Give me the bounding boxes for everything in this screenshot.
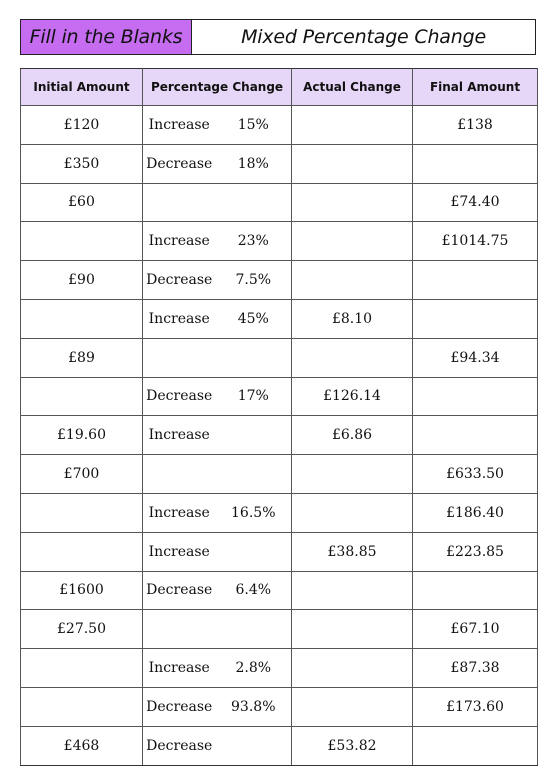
final-amount-cell: £67.10 (413, 610, 538, 649)
initial-amount-cell: £27.50 (21, 610, 143, 649)
percent-cell: 93.8% (216, 687, 292, 726)
worksheet-title: Mixed Percentage Change (241, 26, 486, 48)
actual-change-cell (292, 338, 413, 377)
actual-change-cell: £126.14 (292, 377, 413, 416)
table-row (21, 416, 538, 455)
table-row (21, 377, 538, 416)
actual-change-cell: £53.82 (292, 726, 413, 765)
percent-cell (216, 338, 292, 377)
worksheet-tag: Fill in the Blanks (21, 20, 192, 54)
table-row (21, 532, 538, 571)
header-percentage-change: Percentage Change (143, 69, 292, 106)
table-row (21, 299, 538, 338)
change-direction-cell: Decrease (143, 261, 216, 300)
percent-cell (216, 183, 292, 222)
percent-cell: 23% (216, 222, 292, 261)
table-row (21, 222, 538, 261)
change-direction-cell: Increase (143, 493, 216, 532)
final-amount-cell (413, 261, 538, 300)
initial-amount-cell: £700 (21, 455, 143, 494)
actual-change-cell (292, 261, 413, 300)
actual-change-cell: £6.86 (292, 416, 413, 455)
initial-amount-cell (21, 532, 143, 571)
initial-amount-cell: £89 (21, 338, 143, 377)
change-direction-cell: Decrease (143, 144, 216, 183)
percent-cell (216, 610, 292, 649)
header-final-amount: Final Amount (413, 69, 538, 106)
table-row (21, 610, 538, 649)
actual-change-cell (292, 493, 413, 532)
initial-amount-cell: £120 (21, 106, 143, 145)
percent-cell: 18% (216, 144, 292, 183)
final-amount-cell: £633.50 (413, 455, 538, 494)
table-row (21, 726, 538, 765)
initial-amount-cell: £1600 (21, 571, 143, 610)
percentage-change-table (20, 68, 538, 766)
table-row (21, 106, 538, 145)
actual-change-cell (292, 144, 413, 183)
final-amount-cell: £223.85 (413, 532, 538, 571)
actual-change-cell (292, 571, 413, 610)
percent-cell (216, 726, 292, 765)
percent-cell: 17% (216, 377, 292, 416)
final-amount-cell: £94.34 (413, 338, 538, 377)
final-amount-cell: £186.40 (413, 493, 538, 532)
initial-amount-cell (21, 649, 143, 688)
initial-amount-cell (21, 493, 143, 532)
table-row (21, 649, 538, 688)
change-direction-cell (143, 183, 216, 222)
actual-change-cell: £38.85 (292, 532, 413, 571)
initial-amount-cell: £60 (21, 183, 143, 222)
actual-change-cell: £8.10 (292, 299, 413, 338)
table-header-row (21, 69, 538, 106)
actual-change-cell (292, 106, 413, 145)
final-amount-cell: £74.40 (413, 183, 538, 222)
change-direction-cell: Increase (143, 532, 216, 571)
percent-cell: 45% (216, 299, 292, 338)
final-amount-cell (413, 571, 538, 610)
initial-amount-cell: £90 (21, 261, 143, 300)
percent-cell: 16.5% (216, 493, 292, 532)
table-row (21, 687, 538, 726)
table-row (21, 338, 538, 377)
change-direction-cell: Decrease (143, 377, 216, 416)
actual-change-cell (292, 687, 413, 726)
table-row (21, 493, 538, 532)
final-amount-cell: £87.38 (413, 649, 538, 688)
change-direction-cell: Increase (143, 222, 216, 261)
change-direction-cell: Increase (143, 416, 216, 455)
actual-change-cell (292, 610, 413, 649)
change-direction-cell (143, 455, 216, 494)
percent-cell (216, 416, 292, 455)
final-amount-cell: £1014.75 (413, 222, 538, 261)
final-amount-cell (413, 144, 538, 183)
table-row (21, 571, 538, 610)
initial-amount-cell (21, 222, 143, 261)
actual-change-cell (292, 183, 413, 222)
percent-cell (216, 532, 292, 571)
change-direction-cell (143, 338, 216, 377)
change-direction-cell: Decrease (143, 571, 216, 610)
initial-amount-cell: £350 (21, 144, 143, 183)
initial-amount-cell (21, 299, 143, 338)
final-amount-cell (413, 416, 538, 455)
table-row (21, 261, 538, 300)
initial-amount-cell: £468 (21, 726, 143, 765)
change-direction-cell: Increase (143, 299, 216, 338)
change-direction-cell: Decrease (143, 726, 216, 765)
initial-amount-cell: £19.60 (21, 416, 143, 455)
actual-change-cell (292, 455, 413, 494)
worksheet-header (20, 19, 536, 55)
final-amount-cell (413, 377, 538, 416)
percent-cell: 7.5% (216, 261, 292, 300)
percent-cell: 2.8% (216, 649, 292, 688)
change-direction-cell: Increase (143, 106, 216, 145)
change-direction-cell: Decrease (143, 687, 216, 726)
header-initial-amount: Initial Amount (21, 69, 143, 106)
final-amount-cell (413, 299, 538, 338)
table-row (21, 455, 538, 494)
table-row (21, 183, 538, 222)
final-amount-cell: £173.60 (413, 687, 538, 726)
change-direction-cell: Increase (143, 649, 216, 688)
final-amount-cell: £138 (413, 106, 538, 145)
table-row (21, 144, 538, 183)
table-body (21, 106, 538, 766)
header-actual-change: Actual Change (292, 69, 413, 106)
initial-amount-cell (21, 687, 143, 726)
actual-change-cell (292, 222, 413, 261)
percent-cell: 6.4% (216, 571, 292, 610)
percent-cell (216, 455, 292, 494)
final-amount-cell (413, 726, 538, 765)
change-direction-cell (143, 610, 216, 649)
percent-cell: 15% (216, 106, 292, 145)
actual-change-cell (292, 649, 413, 688)
initial-amount-cell (21, 377, 143, 416)
